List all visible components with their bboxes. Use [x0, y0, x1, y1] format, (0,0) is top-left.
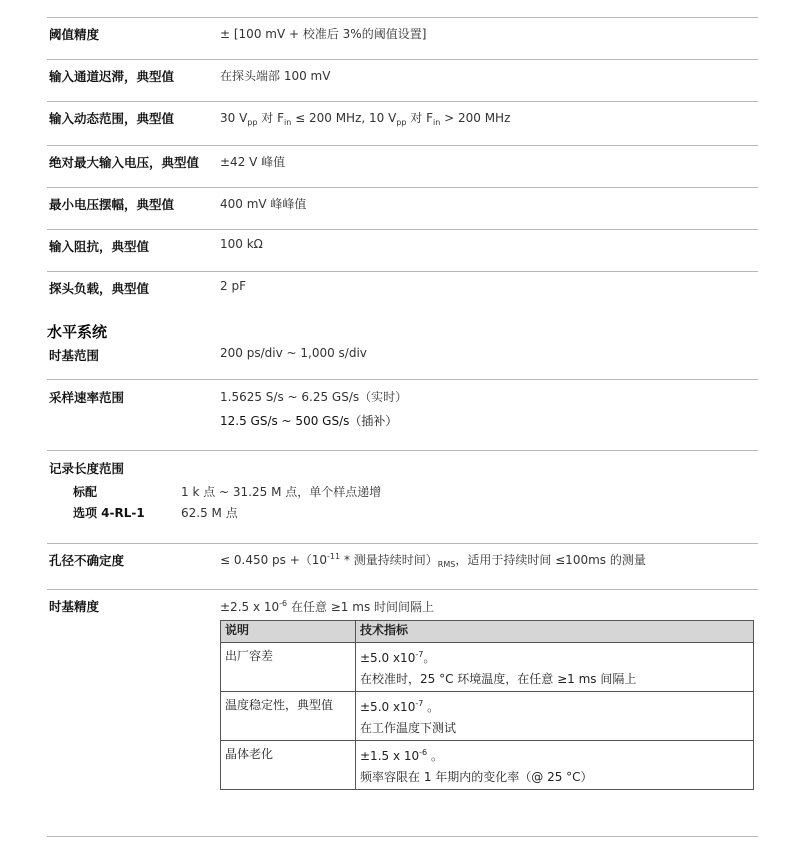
superscript: -7: [415, 650, 424, 659]
table-row: [221, 741, 754, 790]
text-segment: 对 F: [257, 111, 284, 125]
dynamic-range-value: [220, 109, 510, 127]
sample-rate-label: 采样速率范围: [49, 390, 125, 405]
max-input-voltage-value: ±42 V 峰值: [220, 155, 286, 169]
text-segment: ±5.0 x10: [360, 651, 416, 665]
superscript: -6: [279, 599, 288, 608]
dynamic-range-label: 输入动态范围，典型值: [49, 111, 175, 126]
divider: [47, 836, 758, 837]
timebase-accuracy-value: [220, 598, 434, 615]
text-segment: 。: [423, 651, 436, 665]
table-cell-desc: 晶体老化: [221, 741, 356, 790]
record-length-opt-value: 62.5 M 点: [181, 506, 238, 520]
divider: [47, 379, 758, 380]
table-cell-spec: [356, 692, 754, 741]
spec-value: [360, 741, 749, 765]
min-swing-value: 400 mV 峰峰值: [220, 197, 307, 211]
threshold-accuracy-value: ± [100 mV + 校准后 3%的阈值设置]: [220, 27, 427, 41]
divider: [47, 145, 758, 146]
text-segment: ±1.5 x 10: [360, 749, 420, 763]
record-length-opt-label: 选项 4-RL-1: [73, 506, 145, 520]
text-segment: ，适用于持续时间 ≤100ms 的测量: [455, 553, 646, 567]
subscript: in: [284, 118, 292, 127]
record-length-std-value: 1 k 点 ~ 31.25 M 点，单个样点递增: [181, 485, 382, 499]
table-row: [221, 692, 754, 741]
divider: [47, 271, 758, 272]
aperture-uncertainty-value: [220, 551, 646, 569]
subscript: pp: [396, 118, 407, 127]
table-cell-spec: [356, 741, 754, 790]
text-segment: 在任意 ≥1 ms 时间间隔上: [287, 600, 435, 614]
text-segment: 30 V: [220, 111, 248, 125]
divider: [47, 17, 758, 18]
section-title: 水平系统: [47, 323, 108, 341]
max-input-voltage-label: 绝对最大输入电压，典型值: [49, 155, 200, 170]
spec-note: 频率容限在 1 年期内的变化率（@ 25 °C）: [360, 770, 593, 784]
text-segment: 。: [427, 749, 443, 763]
text-segment: 。: [423, 700, 440, 714]
text-segment: ±2.5 x 10: [220, 600, 280, 614]
spec-value: [360, 643, 749, 667]
table-header-desc: 说明: [221, 621, 356, 643]
subscript: RMS: [437, 560, 456, 569]
input-impedance-label: 输入阻抗，典型值: [49, 239, 150, 254]
sample-rate-realtime: 1.5625 S/s ~ 6.25 GS/s（实时）: [220, 390, 408, 404]
probe-load-value: 2 pF: [220, 279, 246, 293]
threshold-accuracy-label: 阈值精度: [49, 27, 100, 42]
table-header-spec: 技术指标: [356, 621, 754, 643]
text-segment: ±5.0 x10: [360, 700, 416, 714]
spec-note: 在工作温度下测试: [360, 721, 457, 735]
superscript: -6: [419, 748, 428, 757]
table-cell-desc: 温度稳定性，典型值: [221, 692, 356, 741]
timebase-accuracy-table: [220, 620, 754, 790]
table-header-row: [221, 621, 754, 643]
divider: [47, 229, 758, 230]
input-impedance-value: 100 kΩ: [220, 237, 263, 251]
timebase-range-label: 时基范围: [49, 348, 100, 363]
divider: [47, 187, 758, 188]
hysteresis-label: 输入通道迟滞，典型值: [49, 69, 175, 84]
aperture-uncertainty-label: 孔径不确定度: [49, 553, 125, 568]
text-segment: 对 F: [406, 111, 433, 125]
hysteresis-value: 在探头端部 100 mV: [220, 69, 331, 83]
divider: [47, 589, 758, 590]
text-segment: > 200 MHz: [440, 111, 511, 125]
table-cell-desc: 出厂容差: [221, 643, 356, 692]
text-segment: ≤ 200 MHz, 10 V: [291, 111, 397, 125]
record-length-label: 记录长度范围: [49, 461, 125, 476]
text-segment: ≤ 0.450 ps +（10: [220, 553, 328, 567]
text-segment: * 测量持续时间）: [340, 553, 438, 567]
divider: [47, 543, 758, 544]
divider: [47, 450, 758, 451]
superscript: -7: [415, 699, 424, 708]
sample-rate-interp: 12.5 GS/s ~ 500 GS/s（插补）: [220, 414, 398, 428]
probe-load-label: 探头负载，典型值: [49, 281, 150, 296]
table-cell-spec: [356, 643, 754, 692]
superscript: -11: [327, 552, 341, 561]
divider: [47, 59, 758, 60]
timebase-accuracy-label: 时基精度: [49, 599, 100, 614]
spec-note: 在校准时，25 °C 环境温度，在任意 ≥1 ms 间隔上: [360, 672, 637, 686]
spec-value: [360, 692, 749, 716]
timebase-range-value: 200 ps/div ~ 1,000 s/div: [220, 346, 367, 360]
subscript: in: [433, 118, 441, 127]
record-length-std-label: 标配: [73, 485, 98, 499]
table-row: [221, 643, 754, 692]
subscript: pp: [247, 118, 258, 127]
min-swing-label: 最小电压摆幅，典型值: [49, 197, 175, 212]
divider: [47, 101, 758, 102]
